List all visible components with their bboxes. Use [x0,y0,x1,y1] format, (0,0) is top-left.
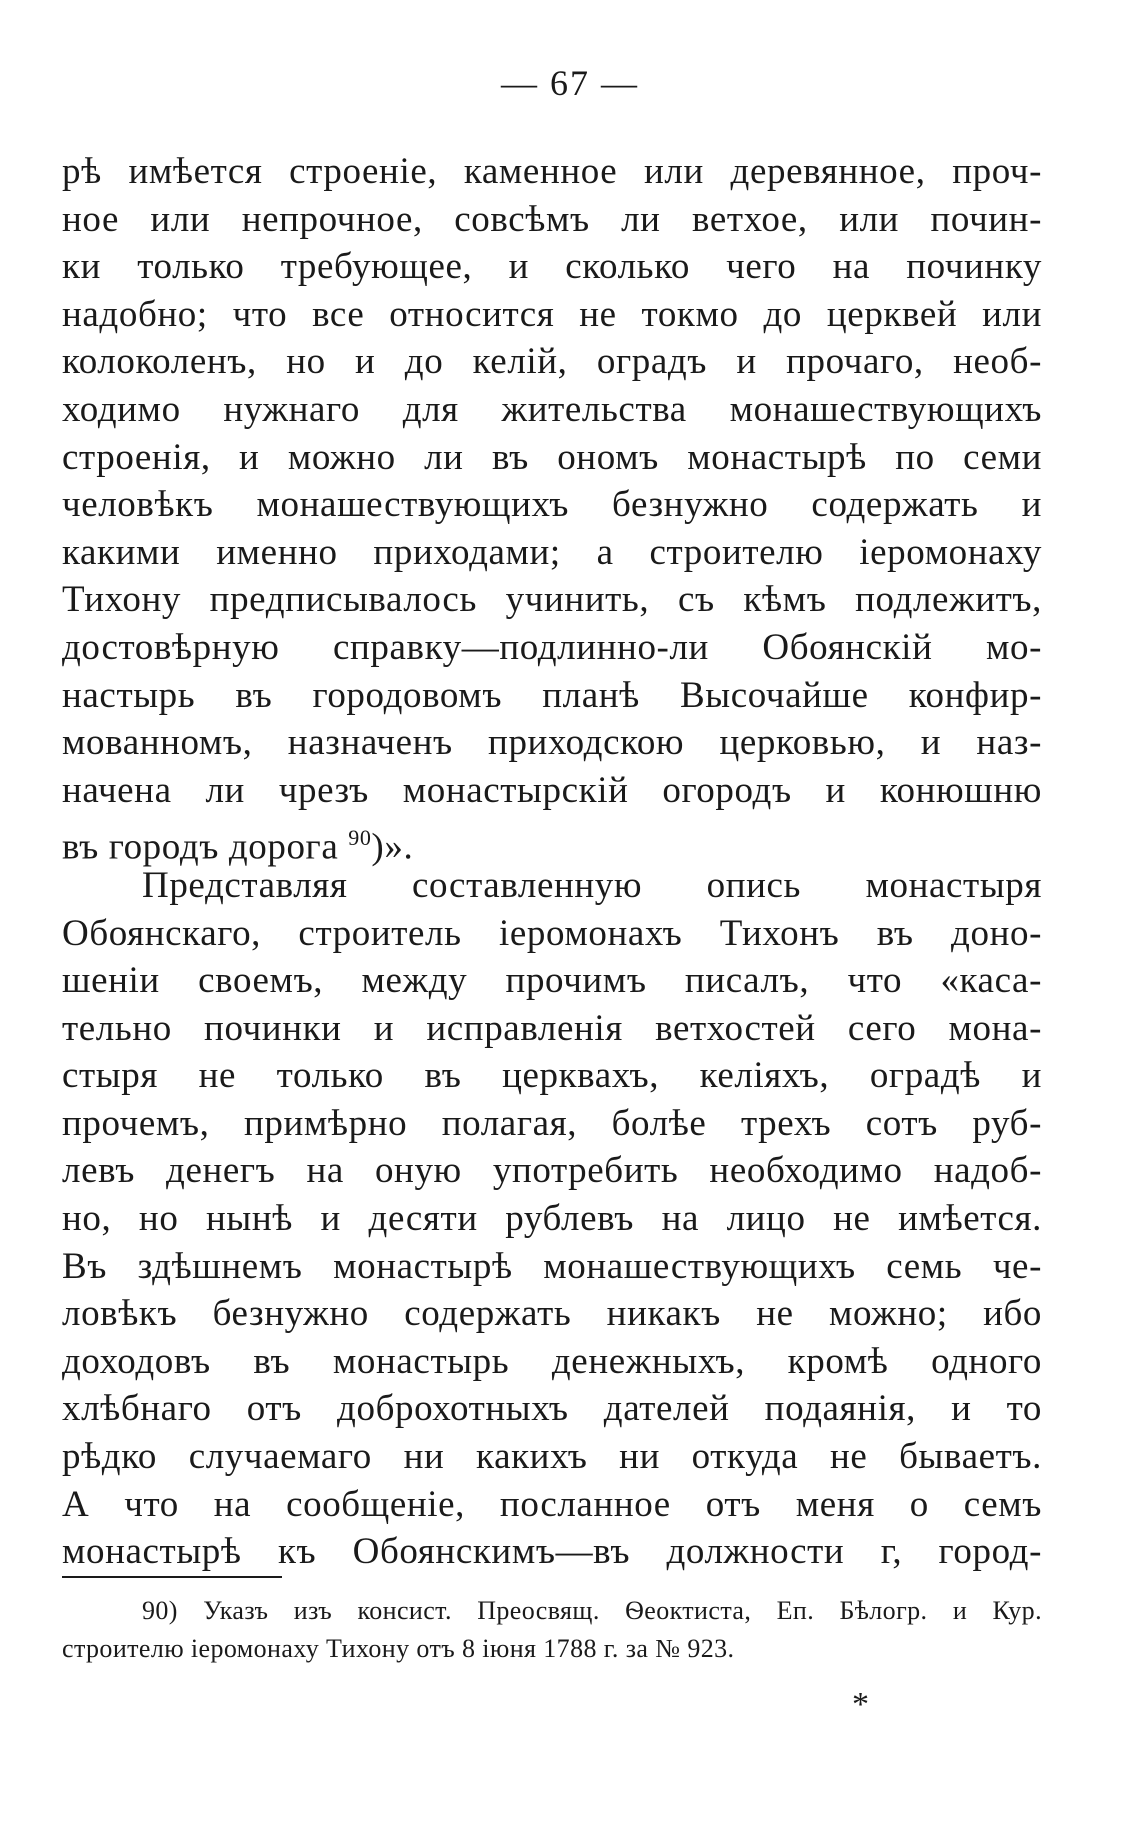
text-line: настырь въ городовомъ планѣ Высочайше конфир- [62,674,1042,716]
text-line: монастырѣ къ Обоянскимъ—въ должности г, город- [62,1531,1042,1573]
text-line: ки только требующее, и сколько чего на починку [62,246,1042,288]
text-line: Въ здѣшнемъ монастырѣ монашествующихъ семь че- [62,1245,1042,1287]
footnote-line: 90) Указъ изъ консист. Преосвящ. Ѳеоктиста, Еп. Бѣлогр. и Кур. [142,1596,1042,1625]
footnote [62,1592,1042,1668]
text-line: Обоянскаго, строитель іеромонахъ Тихонъ въ доно- [62,912,1042,954]
text-line: левъ денегъ на оную употребить необходимо надоб- [62,1150,1042,1192]
text-line: А что на сообщеніе, посланное отъ меня о семъ [62,1483,1042,1525]
text-line: доходовъ въ монастырь денежныхъ, кромѣ одного [62,1340,1042,1382]
paragraph-start-line: Представляя составленную опись монастыря [142,864,1042,906]
text-line: въ городъ дорога [62,826,339,868]
footnote-line: строителю іеромонаху Тихону отъ 8 іюня 1788 г. за № 923. [62,1634,735,1663]
page-number: — 67 — [501,63,639,103]
text-line: рѣ имѣется строеніе, каменное или деревянное, проч- [62,151,1042,192]
footnote-reference[interactable]: 90 [348,825,372,851]
text-line: надобно; что все относится не токмо до церквей или [62,293,1042,335]
text-line: стыря не только въ церквахъ, келіяхъ, оградѣ и [62,1055,1042,1097]
body-text [62,148,1042,1576]
text-line: начена ли чрезъ монастырскій огородъ и конюшню [62,769,1042,811]
text-line: достовѣрную справку—подлинно-ли Обоянскій мо- [62,626,1042,668]
text-line: шеніи своемъ, между прочимъ писалъ, что «каса- [62,960,1042,1002]
closing-quote: )». [371,826,414,868]
footnote-divider [62,1576,282,1578]
text-line: строенія, и можно ли въ ономъ монастырѣ по семи [62,436,1042,478]
text-line: какими именно приходами; а строителю іеромонаху [62,531,1042,573]
text-line: рѣдко случаемаго ни какихъ ни откуда не бываетъ. [62,1436,1042,1478]
text-line: Тихону предписывалось учинить, съ кѣмъ подлежитъ, [62,579,1042,621]
text-line: ное или непрочное, совсѣмъ ли ветхое, или почин- [62,198,1042,240]
text-line: тельно починки и исправленія ветхостей сего мона- [62,1007,1042,1049]
text-line: но, но нынѣ и десяти рублевъ на лицо не имѣется. [62,1198,1042,1240]
asterisk-mark: * [852,1686,869,1723]
text-line-with-footnote [62,814,1042,868]
text-line: прочемъ, примѣрно полагая, болѣе трехъ сотъ руб- [62,1102,1042,1144]
text-line: мованномъ, назначенъ приходскою церковью, и наз- [62,722,1042,764]
text-line: ловѣкъ безнужно содержать никакъ не можно; ибо [62,1293,1042,1335]
text-line: ходимо нужнаго для жительства монашествующихъ [62,388,1042,430]
text-line: колоколенъ, но и до келій, оградъ и прочаго, необ- [62,341,1042,383]
text-line: хлѣбнаго отъ доброхотныхъ дателей подаянія, и то [62,1388,1042,1430]
text-line: человѣкъ монашествующихъ безнужно содержать и [62,484,1042,526]
